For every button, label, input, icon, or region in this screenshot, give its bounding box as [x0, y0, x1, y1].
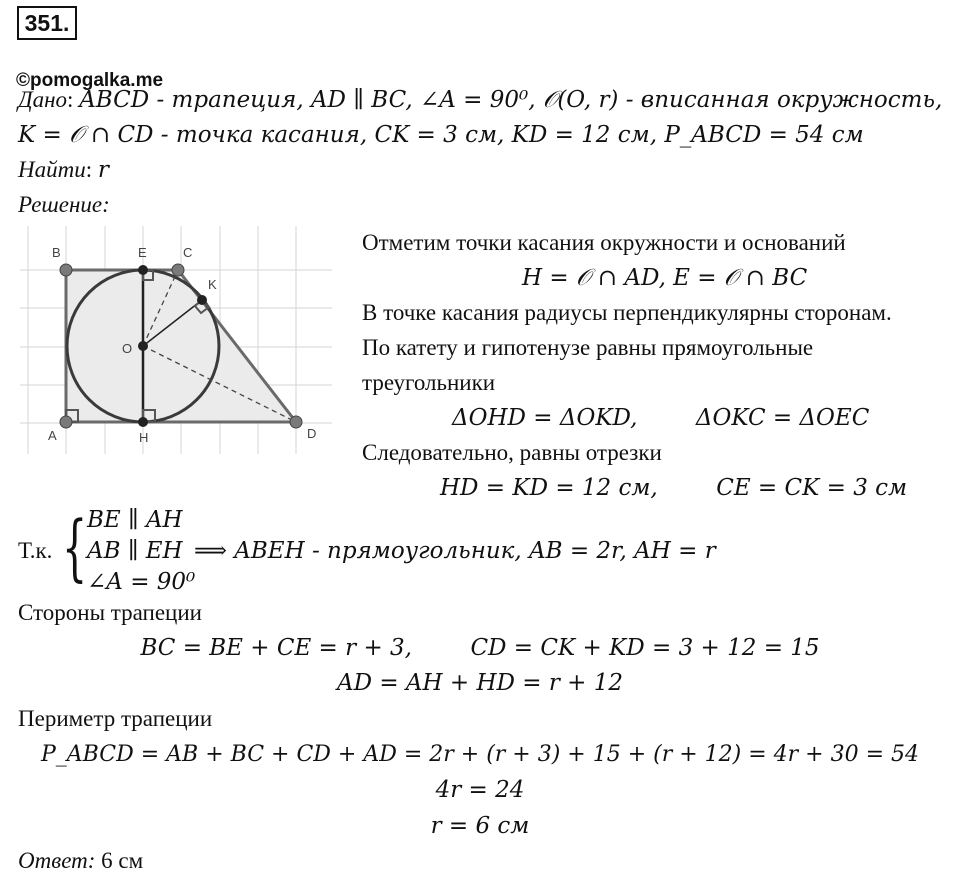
point-label-a: A: [48, 428, 57, 443]
tk-condition-3: ∠A = 90⁰: [87, 569, 196, 595]
point-label-k: K: [208, 277, 217, 292]
right-text-1: Отметим точки касания окружности и оснований: [362, 230, 846, 255]
perimeter-line-2: 4r = 24: [435, 777, 525, 803]
solution-label: Решение:: [18, 192, 110, 217]
given-text-1: ABCD - трапеция, AD ∥ BC, ∠A = 90⁰, 𝒪(O, r) - вписанная окружность,: [79, 87, 943, 113]
find-line: Найти: r: [18, 157, 109, 183]
given-line-1: Дано: ABCD - трапеция, AD ∥ BC, ∠A = 90⁰, 𝒪(O, r) - вписанная окружность,: [18, 87, 943, 113]
answer-line: [18, 847, 143, 875]
sides-line-2: AD = AH + HD = r + 12: [336, 670, 624, 696]
perimeter-line-1: P_ABCD = AB + BC + CD + AD = 2r + (r + 3) + 15 + (r + 12) = 4r + 30 = 54: [40, 742, 920, 767]
point-label-d: D: [307, 426, 317, 441]
trapezoid-figure: [20, 226, 332, 454]
find-label: Найти: [18, 157, 86, 182]
right-text-7: Следовательно, равны отрезки: [362, 440, 662, 465]
right-text-4: По катету и гипотенузе равны прямоугольные: [362, 335, 814, 360]
tk-label: Т.к.: [18, 538, 53, 563]
trapezoid-abcd: [66, 270, 296, 422]
tk-condition-1: BE ∥ AH: [87, 507, 183, 533]
point-label-b: B: [52, 245, 61, 260]
answer-label: Ответ:: [18, 848, 96, 873]
answer-value: 6 см: [101, 848, 144, 873]
right-text-8: HD = KD = 12 см, CE = CK = 3 см: [440, 475, 908, 501]
perimeter-line-3: r = 6 см: [430, 813, 530, 839]
point-label-o: O: [122, 341, 133, 356]
point-label-e: E: [138, 245, 147, 260]
right-text-6: ΔOHD = ΔOKD, ΔOKC = ΔOEC: [452, 405, 870, 431]
point-label-c: C: [183, 245, 193, 260]
sides-label: Стороны трапеции: [18, 600, 202, 625]
tk-condition-2: AB ∥ EH: [87, 538, 183, 564]
find-value: r: [97, 157, 109, 183]
problem-number: 351.: [17, 6, 77, 40]
perimeter-label: Периметр трапеции: [18, 706, 213, 731]
sides-line-1: BC = BE + CE = r + 3, CD = CK + KD = 3 + 12 = 15: [140, 635, 820, 661]
right-text-2: H = 𝒪 ∩ AD, E = 𝒪 ∩ BC: [522, 265, 808, 291]
right-text-5: треугольники: [362, 370, 496, 395]
given-label: Дано: [18, 87, 68, 112]
system-brace: {: [62, 505, 88, 589]
point-label-h: H: [139, 430, 149, 445]
watermark: ©pomogalka.me: [16, 70, 164, 91]
right-text-3: В точке касания радиусы перпендикулярны сторонам.: [362, 300, 892, 325]
tk-conclusion: ⟹ ABEH - прямоугольник, AB = 2r, AH = r: [194, 538, 716, 564]
given-line-2: K = 𝒪 ∩ CD - точка касания, CK = 3 см, KD = 12 см, P_ABCD = 54 см: [18, 122, 864, 148]
